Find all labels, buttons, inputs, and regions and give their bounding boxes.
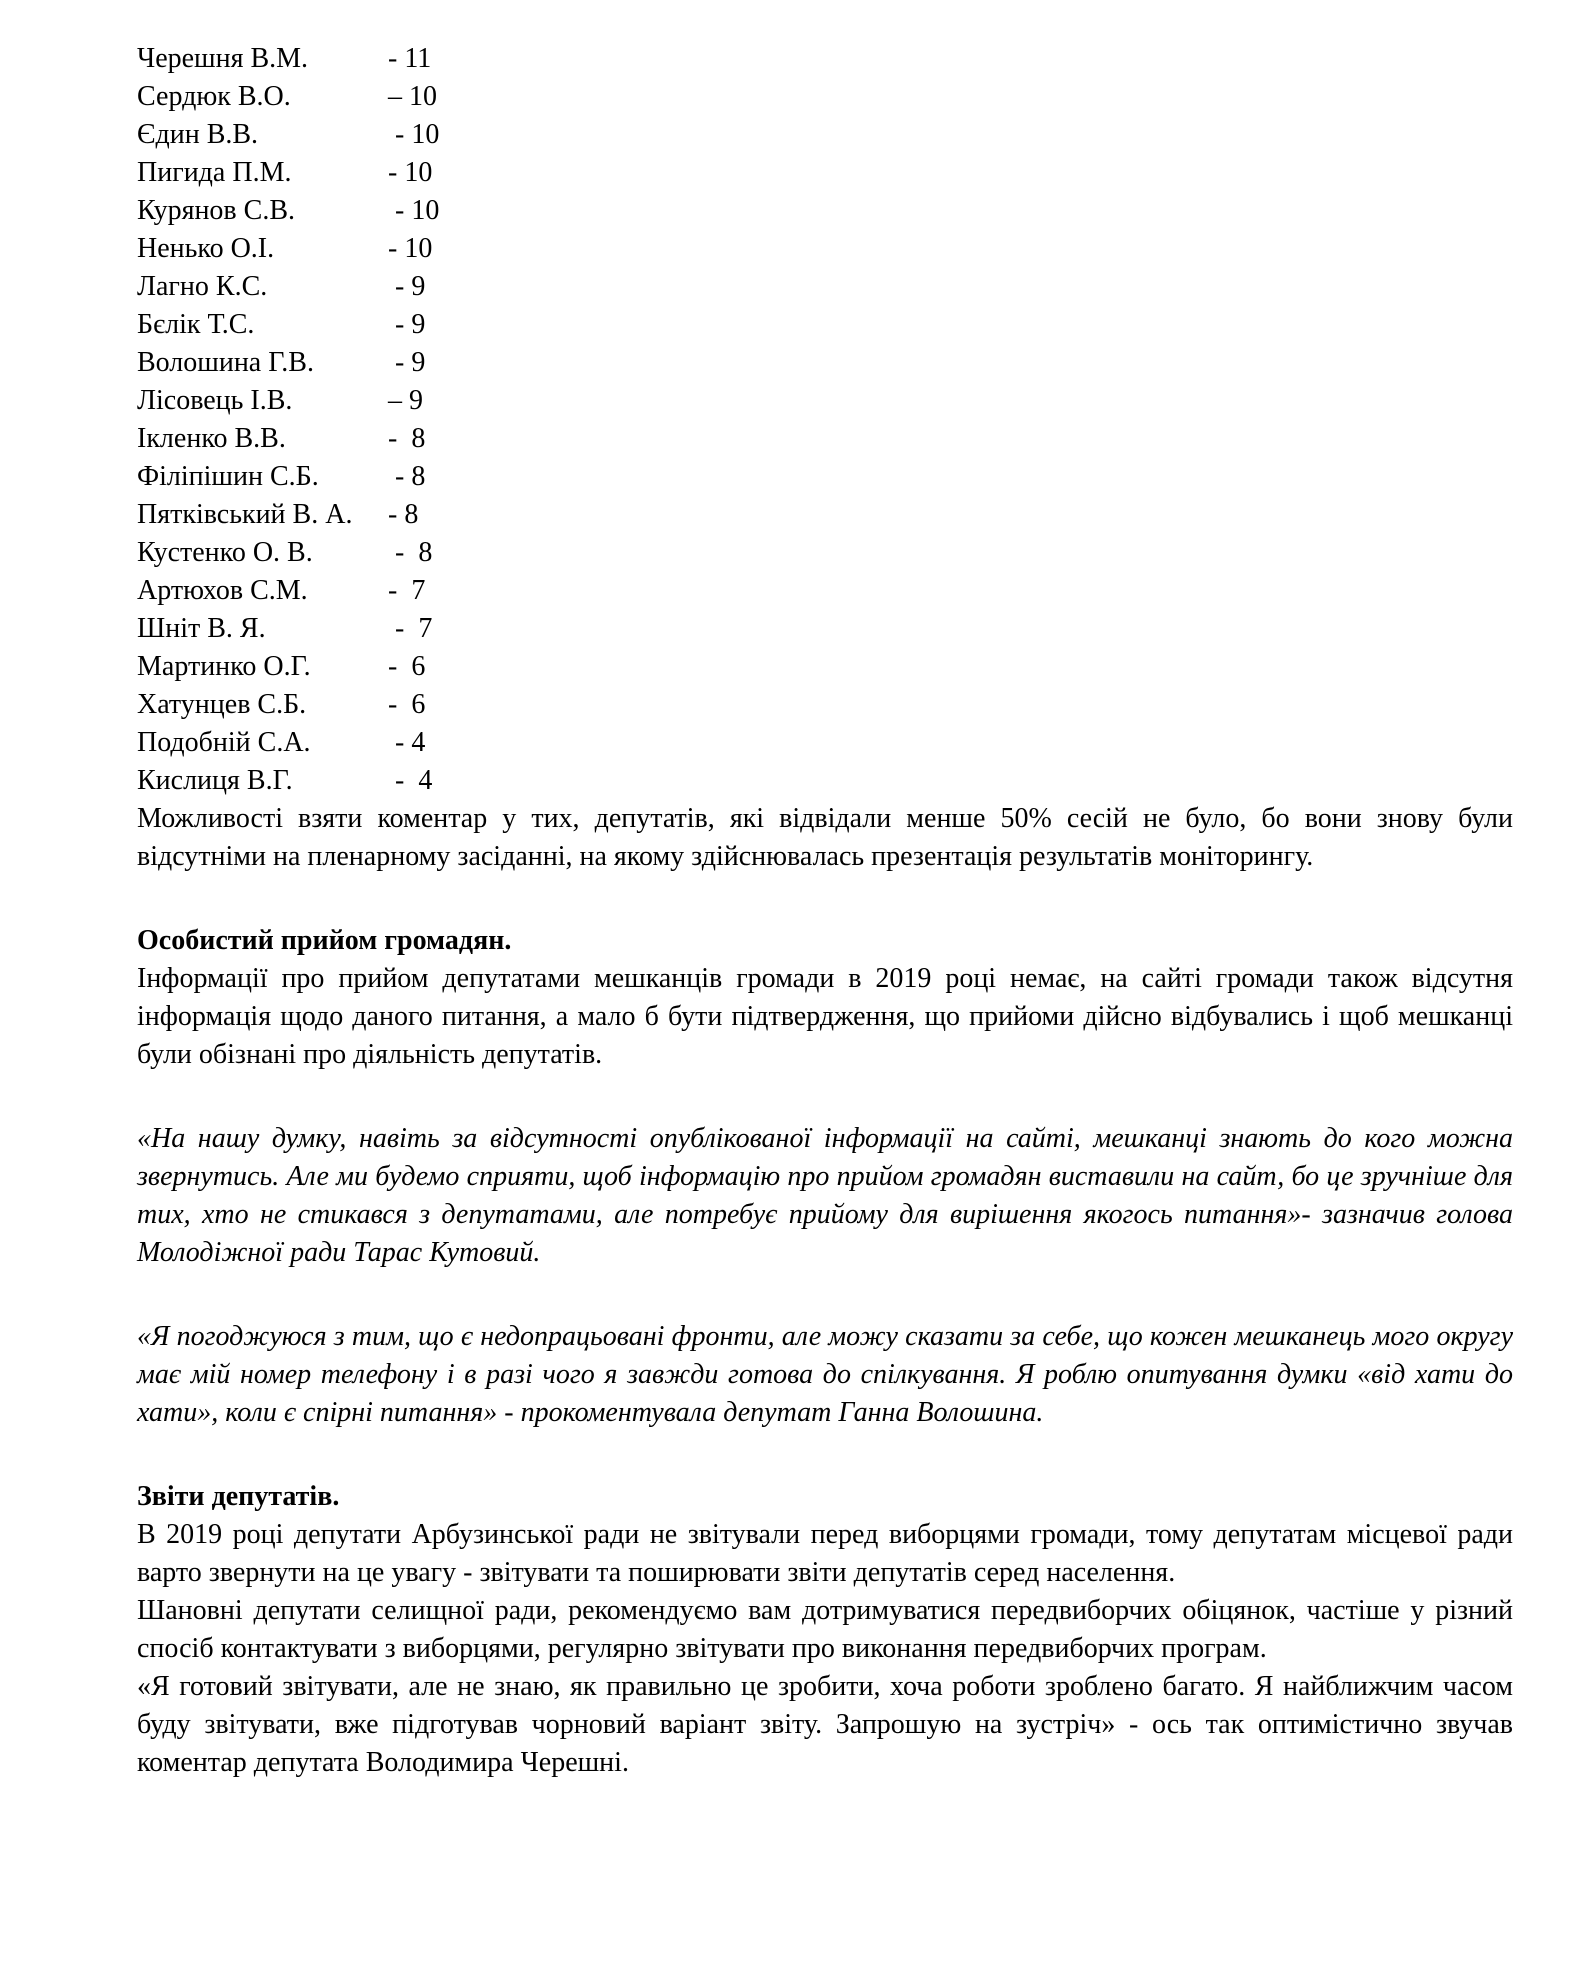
deputy-name: Лісовець І.В. xyxy=(137,385,293,416)
attendance-list-row xyxy=(137,458,1513,496)
deputy-name: Бєлік Т.С. xyxy=(137,309,255,340)
attendance-list-row xyxy=(137,192,1513,230)
quote-voloshyna: «Я погоджуюся з тим, що є недопрацьовані фронти, але можу сказати за себе, що кожен мешканець мого округу має мій номер телефону і в разі чого я завжди готова до спілкування. Я роблю опитування думки «від хати до хати», коли є спірні питання» - прокоментувала депутат Ганна Волошина. xyxy=(137,1321,1513,1428)
section-heading-reports: Звіти депутатів. xyxy=(137,1481,340,1512)
deputy-session-count: - 10 xyxy=(388,233,433,264)
attendance-list-row xyxy=(137,268,1513,306)
deputy-name: Філіпішин С.Б. xyxy=(137,461,319,492)
deputy-session-count: - 10 xyxy=(388,195,440,226)
paragraph-reports-2: Шановні депутати селищної ради, рекомендуємо вам дотримуватися передвиборчих обіцянок, частіше у різний спосіб контактувати з виборцями, регулярно звітувати про виконання передвиборчих програм. xyxy=(137,1595,1513,1664)
section-heading-reception: Особистий прийом громадян. xyxy=(137,925,512,956)
deputy-session-count: - 10 xyxy=(388,157,433,188)
attendance-list-row xyxy=(137,762,1513,800)
deputy-name: Ікленко В.В. xyxy=(137,423,286,454)
deputy-name: Єдин В.В. xyxy=(137,119,259,150)
deputy-name: Ненько О.І. xyxy=(137,233,275,264)
deputy-name: Хатунцев С.Б. xyxy=(137,689,307,720)
attendance-list-row xyxy=(137,40,1513,78)
deputy-name: Артюхов С.М. xyxy=(137,575,308,606)
paragraph-reception-info: Інформації про прийом депутатами мешканців громади в 2019 році немає, на сайті громади також відсутня інформація щодо даного питання, а мало б бути підтвердження, що прийоми дійсно відбувались і щоб мешканці були обізнані про діяльність депутатів. xyxy=(137,963,1513,1070)
attendance-list-row xyxy=(137,230,1513,268)
attendance-list-row xyxy=(137,116,1513,154)
deputy-session-count: - 9 xyxy=(388,271,426,302)
deputy-session-count: - 6 xyxy=(388,651,426,682)
deputy-session-count: - 8 xyxy=(388,423,426,454)
attendance-list-row xyxy=(137,686,1513,724)
deputy-session-count: - 7 xyxy=(388,613,433,644)
deputy-session-count: - 4 xyxy=(388,765,433,796)
attendance-list xyxy=(137,40,1513,800)
deputy-session-count: - 6 xyxy=(388,689,426,720)
deputy-session-count: - 4 xyxy=(388,727,426,758)
attendance-list-row xyxy=(137,154,1513,192)
deputy-session-count: - 8 xyxy=(388,537,433,568)
deputy-name: Кустенко О. В. xyxy=(137,537,313,568)
deputy-session-count: - 9 xyxy=(388,309,426,340)
deputy-name: Кислиця В.Г. xyxy=(137,765,293,796)
deputy-name: Волошина Г.В. xyxy=(137,347,314,378)
quote-kutovyi: «На нашу думку, навіть за відсутності опублікованої інформації на сайті, мешканці знають до кого можна звернутись. Але ми будемо сприяти, щоб інформацію про прийом громадян виставили на сайт, бо це зручніше для тих, хто не стикався з депутатами, але потребує прийому для вирішення якогось питання»- зазначив голова Молодіжної ради Тарас Кутовий. xyxy=(137,1123,1513,1268)
attendance-list-row xyxy=(137,306,1513,344)
attendance-list-row xyxy=(137,344,1513,382)
deputy-session-count: - 9 xyxy=(388,347,426,378)
deputy-name: Сердюк В.О. xyxy=(137,81,291,112)
attendance-list-row xyxy=(137,420,1513,458)
deputy-name: Лагно К.С. xyxy=(137,271,268,302)
deputy-name: Курянов С.В. xyxy=(137,195,296,226)
deputy-session-count: - 10 xyxy=(388,119,440,150)
deputy-name: Пигида П.М. xyxy=(137,157,292,188)
deputy-session-count: - 8 xyxy=(388,461,426,492)
deputy-session-count: - 11 xyxy=(388,43,432,74)
quote-chereshnia: «Я готовий звітувати, але не знаю, як правильно це зробити, хоча роботи зроблено багато. Я найближчим часом буду звітувати, вже підготував чорновий варіант звіту. Запрошую на зустріч» - ось так оптимістично звучав коментар депутата Володимира Черешні. xyxy=(137,1671,1513,1778)
paragraph-reports-1: В 2019 році депутати Арбузинської ради не звітували перед виборцями громади, тому депутатам місцевої ради варто звернути на це увагу - звітувати та поширювати звіти депутатів серед населення. xyxy=(137,1519,1513,1588)
deputy-name: Черешня В.М. xyxy=(137,43,309,74)
attendance-list-row xyxy=(137,610,1513,648)
attendance-list-row xyxy=(137,496,1513,534)
deputy-session-count: – 10 xyxy=(388,81,437,112)
deputy-session-count: - 8 xyxy=(388,499,419,530)
attendance-list-row xyxy=(137,534,1513,572)
attendance-list-row xyxy=(137,78,1513,116)
attendance-list-row xyxy=(137,382,1513,420)
deputy-name: Мартинко О.Г. xyxy=(137,651,311,682)
deputy-name: Шніт В. Я. xyxy=(137,613,266,644)
deputy-name: Пятківський В. А. xyxy=(137,499,353,530)
deputy-name: Подобній С.А. xyxy=(137,727,311,758)
attendance-list-row xyxy=(137,724,1513,762)
deputy-session-count: – 9 xyxy=(388,385,423,416)
attendance-list-row xyxy=(137,648,1513,686)
deputy-session-count: - 7 xyxy=(388,575,426,606)
paragraph-no-comment: Можливості взяти коментар у тих, депутатів, які відвідали менше 50% сесій не було, бо вони знову були відсутніми на пленарному засіданні, на якому здійснювалась презентація результатів моніторингу. xyxy=(137,803,1513,872)
attendance-list-row xyxy=(137,572,1513,610)
